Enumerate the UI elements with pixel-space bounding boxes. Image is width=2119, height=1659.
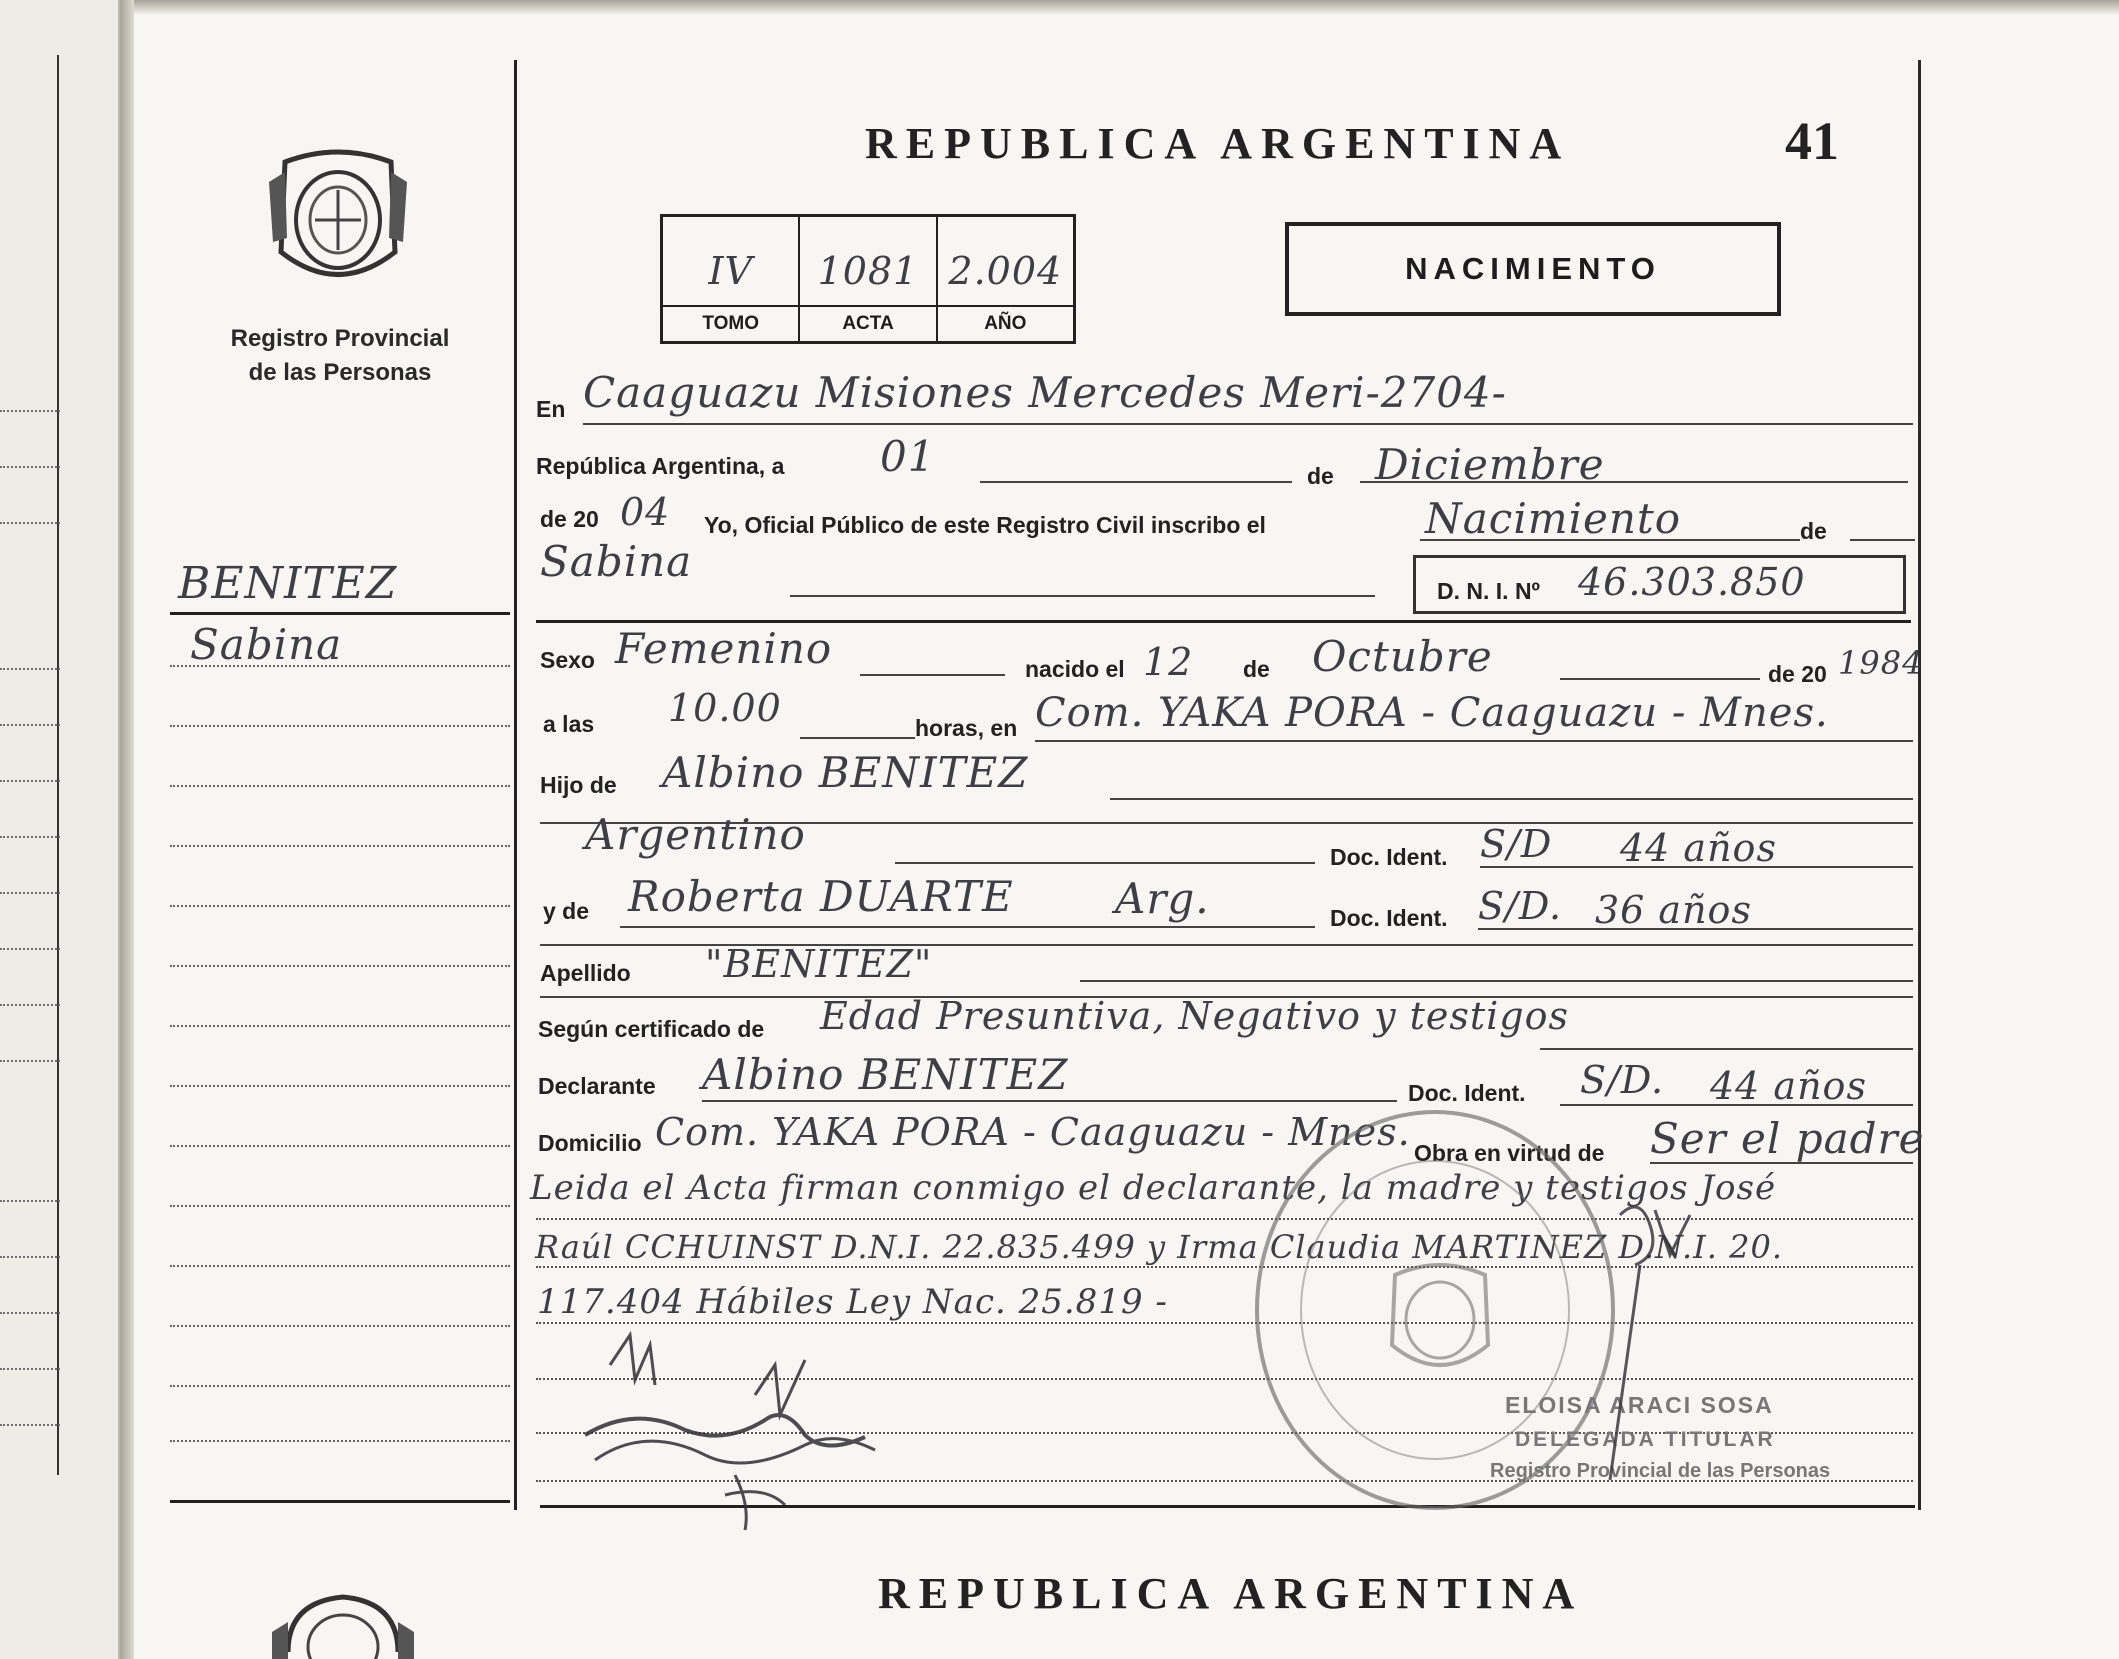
month-value: Diciembre <box>1375 440 1605 489</box>
adjacent-rule <box>0 724 60 726</box>
birth-year-value: 1984 <box>1838 644 1924 682</box>
domicilio-label: Domicilio <box>538 1130 642 1156</box>
tomo-label: TOMO <box>663 305 798 341</box>
field-line <box>702 1100 1397 1102</box>
notes-line-3: 117.404 Hábiles Ley Nac. 25.819 - <box>537 1282 1168 1322</box>
registry-line-1: Registro Provincial <box>230 325 450 352</box>
anio-label: AÑO <box>938 305 1073 341</box>
republica-label: República Argentina, a <box>536 453 785 479</box>
certificado-value: Edad Presuntiva, Negativo y testigos <box>820 994 1570 1038</box>
country-title-bottom: REPUBLICA ARGENTINA <box>878 1569 1584 1618</box>
doc-label: Doc. Ident. <box>1330 844 1448 870</box>
y-de-label: y de <box>543 898 590 924</box>
place-value: Caaguazu Misiones Mercedes Meri-2704- <box>583 368 1507 417</box>
field-line <box>1478 928 1913 930</box>
page-edge-shadow <box>134 0 2119 14</box>
adjacent-rule <box>0 836 60 838</box>
adjacent-rule <box>0 522 60 524</box>
registry-line-2: de las Personas <box>248 359 432 386</box>
register-table <box>660 214 1076 344</box>
de-label-3: de <box>1243 656 1270 682</box>
stub-rule-bottom <box>170 1500 510 1503</box>
adjacent-rule <box>0 780 60 782</box>
birth-day-value: 12 <box>1143 640 1194 684</box>
anio-cell <box>938 217 1073 341</box>
tomo-value: IV <box>708 249 753 293</box>
adjacent-rule <box>0 668 60 670</box>
country-title: REPUBLICA ARGENTINA <box>865 119 1571 168</box>
declarant-signature <box>575 1325 905 1535</box>
stub-name: Sabina <box>190 620 343 669</box>
provincial-crest-icon <box>265 142 411 294</box>
field-line <box>1850 539 1915 541</box>
father-doc-value: S/D <box>1480 822 1553 866</box>
acta-label: ACTA <box>800 305 935 341</box>
page-right-border <box>1918 60 1921 1510</box>
mother-doc-value: S/D. <box>1478 884 1563 928</box>
stub-rule <box>170 845 510 847</box>
provincial-crest-icon <box>268 1592 418 1659</box>
adjacent-rule <box>0 1256 60 1258</box>
field-line <box>860 674 1005 676</box>
year-suffix-value: 04 <box>620 490 671 534</box>
segun-label: Según certificado de <box>538 1016 765 1042</box>
page-number: 41 <box>1785 111 1839 171</box>
stub-rule <box>170 1205 510 1207</box>
registry-name <box>190 322 490 390</box>
acta-value: 1081 <box>817 249 919 293</box>
official-org: Registro Provincial de las Personas <box>1490 1460 1831 1482</box>
apellido-label: Apellido <box>540 960 631 986</box>
obra-value: Ser el padre <box>1650 1114 1925 1163</box>
stub-rule <box>170 1025 510 1027</box>
adjacent-rule <box>0 466 60 468</box>
field-line <box>1540 1048 1913 1050</box>
notes-rule <box>536 1266 1913 1268</box>
obra-label: Obra en virtud de <box>1414 1140 1605 1166</box>
acta-cell <box>800 217 937 341</box>
field-line <box>583 423 1913 425</box>
declarante-age-value: 44 años <box>1710 1064 1867 1108</box>
a-las-label: a las <box>543 711 595 737</box>
notes-rule <box>536 1322 1913 1324</box>
adjacent-rule <box>0 1200 60 1202</box>
field-line <box>1110 798 1913 800</box>
stub-rule <box>170 1265 510 1267</box>
doc-label-3: Doc. Ident. <box>1408 1080 1526 1106</box>
official-name: ELOISA ARACI SOSA <box>1505 1392 1774 1418</box>
act-kind-value: Nacimiento <box>1425 494 1682 543</box>
mother-age-value: 36 años <box>1595 888 1752 932</box>
stub-surname: BENITEZ <box>178 558 398 609</box>
tomo-cell <box>663 217 800 341</box>
mother-nationality-value: Arg. <box>1115 874 1210 923</box>
birth-month-value: Octubre <box>1312 632 1493 681</box>
field-line <box>1080 980 1913 982</box>
notes-line-1: Leida el Acta firman conmigo el declarante, la madre y testigos José <box>530 1168 1777 1208</box>
domicilio-value: Com. YAKA PORA - Caaguazu - Mnes. <box>655 1110 1411 1154</box>
de-label: de <box>1307 463 1334 489</box>
field-line <box>1420 539 1800 541</box>
stub-rule <box>170 725 510 727</box>
year-prefix-label: de 20 <box>540 506 599 532</box>
yo-label: Yo, Oficial Público de este Registro Civil inscribo el <box>704 512 1266 538</box>
father-age-value: 44 años <box>1620 826 1777 870</box>
field-line <box>895 862 1315 864</box>
dni-value: 46.303.850 <box>1578 560 1806 604</box>
hijo-label: Hijo de <box>540 772 617 798</box>
sexo-label: Sexo <box>540 647 595 673</box>
adjacent-rule <box>0 892 60 894</box>
stub-rule <box>170 1325 510 1327</box>
field-line <box>1650 1162 1913 1164</box>
stub-rule <box>170 785 510 787</box>
official-signature <box>1580 1185 1700 1485</box>
sexo-value: Femenino <box>615 624 833 673</box>
field-line <box>620 926 1315 928</box>
father-value: Albino BENITEZ <box>662 748 1029 797</box>
certificate-page <box>134 8 2119 1659</box>
official-role: DELEGADA TITULAR <box>1515 1428 1776 1451</box>
stub-rule <box>170 1085 510 1087</box>
hour-value: 10.00 <box>668 686 782 730</box>
field-line <box>980 481 1292 483</box>
stub-rule <box>170 1440 510 1442</box>
stub-rule <box>170 1385 510 1387</box>
en-label: En <box>536 396 566 422</box>
field-line <box>790 595 1375 597</box>
father-nationality-value: Argentino <box>585 810 806 859</box>
person-name-value: Sabina <box>540 537 693 586</box>
doc-label-2: Doc. Ident. <box>1330 905 1448 931</box>
field-line <box>800 737 915 739</box>
apellido-value: "BENITEZ" <box>705 942 933 986</box>
book-gutter <box>120 0 134 1659</box>
de-label-2: de <box>1800 518 1827 544</box>
seal-crest-icon <box>1370 1250 1510 1390</box>
adjacent-page <box>0 0 120 1659</box>
adjacent-rule <box>0 1424 60 1426</box>
mother-value: Roberta DUARTE <box>628 872 1014 921</box>
field-line <box>1560 678 1760 680</box>
stub-rule <box>170 1145 510 1147</box>
section-rule <box>536 620 1911 623</box>
horas-label: horas, en <box>915 715 1018 741</box>
record-type-box: NACIMIENTO <box>1285 222 1781 316</box>
adjacent-rule <box>0 948 60 950</box>
adjacent-margin-line <box>57 55 59 1475</box>
adjacent-rule <box>0 1368 60 1370</box>
anio-value: 2.004 <box>948 249 1063 293</box>
adjacent-rule <box>0 1060 60 1062</box>
day-value: 01 <box>880 432 936 481</box>
stub-divider <box>514 60 517 1510</box>
declarante-label: Declarante <box>538 1073 656 1099</box>
nacido-label: nacido el <box>1025 656 1125 682</box>
adjacent-rule <box>0 1004 60 1006</box>
field-line <box>1035 740 1913 742</box>
adjacent-rule <box>0 410 60 412</box>
adjacent-rule <box>0 1312 60 1314</box>
declarante-value: Albino BENITEZ <box>702 1050 1069 1099</box>
notes-rule <box>536 1218 1913 1220</box>
field-line <box>1360 481 1908 483</box>
birth-place-value: Com. YAKA PORA - Caaguazu - Mnes. <box>1035 690 1829 736</box>
stub-rule <box>170 905 510 907</box>
field-line <box>1480 866 1913 868</box>
birth-year-prefix-label: de 20 <box>1768 661 1827 687</box>
stub-rule <box>170 965 510 967</box>
declarante-doc-value: S/D. <box>1580 1058 1665 1102</box>
notes-line-2: Raúl CCHUINST D.N.I. 22.835.499 y Irma Claudia MARTINEZ D.N.I. 20. <box>535 1228 1784 1266</box>
dni-label: D. N. I. Nº <box>1437 578 1540 604</box>
stub-rule-surname <box>170 612 510 615</box>
field-line <box>1560 1104 1913 1106</box>
